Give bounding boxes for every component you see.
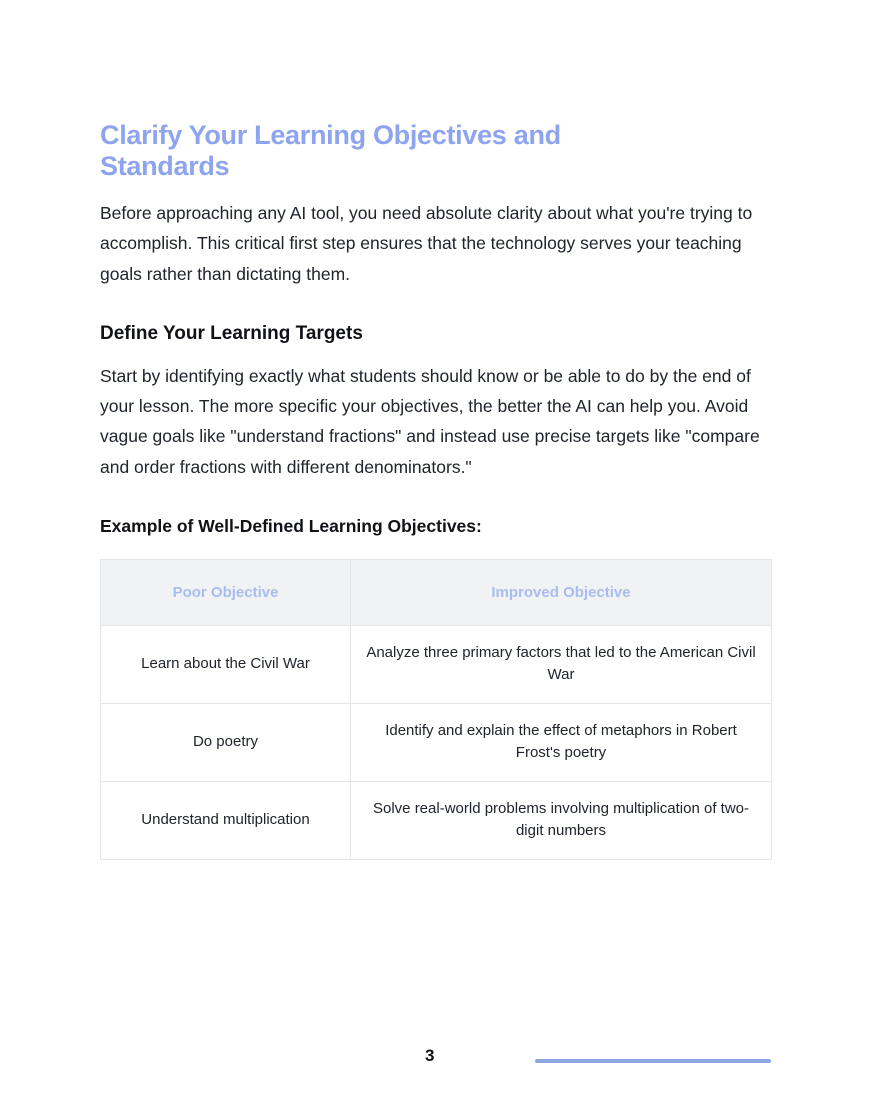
- table-cell-improved: Identify and explain the effect of metaphors in Robert Frost's poetry: [351, 703, 772, 781]
- body-paragraph-learning-targets: Start by identifying exactly what students should know or be able to do by the end of your lesson. The more specific your objectives, the better the AI can help you. Avoid vague goals like "understand fractions" and instead use precise targets like "compare and order fractions with different denominators.": [100, 365, 760, 477]
- page-footer: [100, 1046, 771, 1076]
- page-number: 3: [425, 1046, 435, 1065]
- table-cell-poor: Do poetry: [101, 703, 351, 781]
- subheading-define-learning-targets: Define Your Learning Targets: [100, 322, 363, 344]
- table-cell-improved: Analyze three primary factors that led to the American Civil War: [351, 625, 772, 703]
- intro-paragraph: Before approaching any AI tool, you need absolute clarity about what you're trying to accomplish. This critical first step ensures that the technology serves your teaching goals rather than dictating them.: [100, 203, 753, 284]
- objectives-table: [100, 559, 772, 860]
- table-row: [101, 781, 772, 859]
- table-header-poor-objective: Poor Objective: [101, 559, 351, 625]
- table-row: [101, 703, 772, 781]
- table-cell-improved: Solve real-world problems involving multiplication of two-digit numbers: [351, 781, 772, 859]
- table-header-improved-objective: Improved Objective: [351, 559, 772, 625]
- table-header-row: [101, 559, 772, 625]
- document-page: [100, 0, 771, 1104]
- table-row: [101, 625, 772, 703]
- table-cell-poor: Learn about the Civil War: [101, 625, 351, 703]
- footer-divider-bar: [535, 1059, 771, 1063]
- table-cell-poor: Understand multiplication: [101, 781, 351, 859]
- table-caption: Example of Well-Defined Learning Objectives:: [100, 515, 482, 536]
- page-title: Clarify Your Learning Objectives and Standards: [100, 120, 561, 182]
